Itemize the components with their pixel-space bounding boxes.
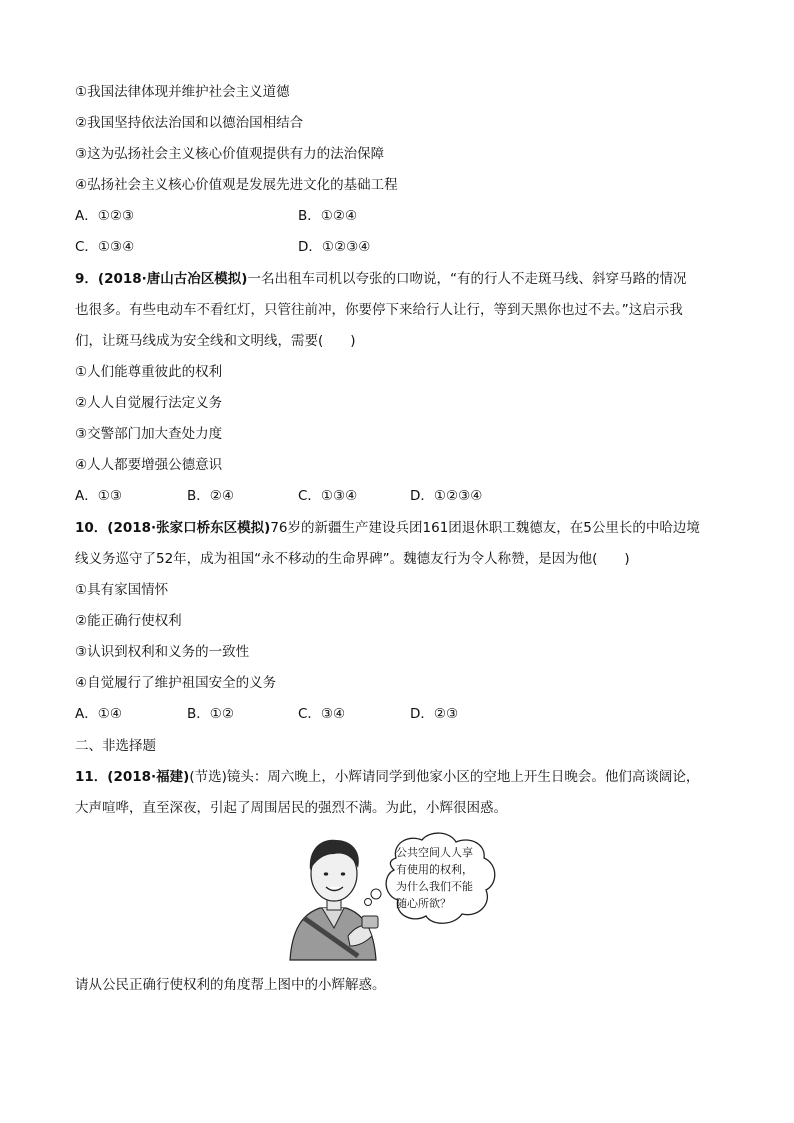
bubble-line-3: 为什么我们不能 — [396, 880, 473, 893]
q9-stem-text-1: 一名出租车司机以夸张的口吻说，“有的行人不走斑马线、斜穿马路的情况 — [247, 271, 687, 287]
q11-stem-line-2: 大声喧哗，直至深夜，引起了周围居民的强烈不满。为此，小辉很困惑。 — [75, 800, 507, 816]
q10-source: (2018·张家口桥东区模拟) — [107, 520, 271, 536]
q10-item-4: ④自觉履行了维护祖国安全的义务 — [75, 675, 277, 691]
q9-item-2: ②人人自觉履行法定义务 — [75, 395, 223, 411]
q9-option-a: A．①③ — [75, 488, 122, 504]
q11-source: (2018·福建) — [107, 769, 190, 785]
q9-option-c: C．①③④ — [298, 488, 358, 504]
q10-option-b: B．①② — [187, 706, 234, 722]
q8-item-1: ①我国法律体现并维护社会主义道德 — [75, 84, 290, 100]
section-heading: 二、非选择题 — [75, 738, 156, 754]
bubble-line-1: 公共空间人人享 — [396, 846, 473, 859]
q8-option-d: D．①②③④ — [298, 239, 371, 255]
q10-option-a: A．①④ — [75, 706, 122, 722]
bubble-line-4: 随心所欲？ — [396, 897, 451, 910]
q11-number: 11． — [75, 769, 108, 785]
q10-option-d: D．②③ — [410, 706, 459, 722]
q9-option-d: D．①②③④ — [410, 488, 483, 504]
q10-item-2: ②能正确行使权利 — [75, 613, 182, 629]
q10-stem-line-2: 线义务巡守了52年，成为祖国“永不移动的生命界碑”。魏德友行为令人称赞，是因为他( ) — [75, 551, 630, 567]
q9-item-3: ③交警部门加大查处力度 — [75, 426, 223, 442]
q9-number: 9． — [75, 271, 98, 287]
q10-item-1: ①具有家国情怀 — [75, 582, 169, 598]
q11-prompt: 请从公民正确行使权利的角度帮上图中的小辉解惑。 — [75, 977, 386, 993]
q9-stem-line-1 — [75, 270, 686, 288]
q11-stem-text-1: (节选)镜头：周六晚上，小辉请同学到他家小区的空地上开生日晚会。他们高谈阔论， — [189, 769, 700, 785]
q9-source: (2018·唐山古冶区模拟) — [97, 271, 248, 287]
q9-stem-line-3: 们，让斑马线成为安全线和文明线，需要( ) — [75, 333, 356, 349]
q9-option-b: B．②④ — [187, 488, 234, 504]
q8-option-a: A．①②③ — [75, 208, 135, 224]
q8-item-3: ③这为弘扬社会主义核心价值观提供有力的法治保障 — [75, 146, 385, 162]
q9-item-4: ④人人都要增强公德意识 — [75, 457, 223, 473]
thought-bubble-text — [396, 844, 492, 912]
q10-item-3: ③认识到权利和义务的一致性 — [75, 644, 250, 660]
illustration — [288, 832, 516, 962]
q10-number: 10． — [75, 520, 108, 536]
q10-stem-line-1 — [75, 519, 700, 537]
q8-item-2: ②我国坚持依法治国和以德治国相结合 — [75, 115, 304, 131]
q9-stem-line-2: 也很多。有些电动车不看红灯，只管往前冲，你要停下来给行人让行，等到天黑你也过不去。”这启示我 — [75, 302, 683, 318]
q8-item-4: ④弘扬社会主义核心价值观是发展先进文化的基础工程 — [75, 177, 398, 193]
q8-option-b: B．①②④ — [298, 208, 358, 224]
q8-option-c: C．①③④ — [75, 239, 135, 255]
q9-item-1: ①人们能尊重彼此的权利 — [75, 364, 223, 380]
q10-stem-text-1: 76岁的新疆生产建设兵团161团退休职工魏德友，在5公里长的中哈边境 — [270, 520, 700, 536]
q11-stem-line-1 — [75, 768, 699, 786]
bubble-line-2: 有使用的权利， — [396, 863, 473, 876]
q10-option-c: C．③④ — [298, 706, 346, 722]
